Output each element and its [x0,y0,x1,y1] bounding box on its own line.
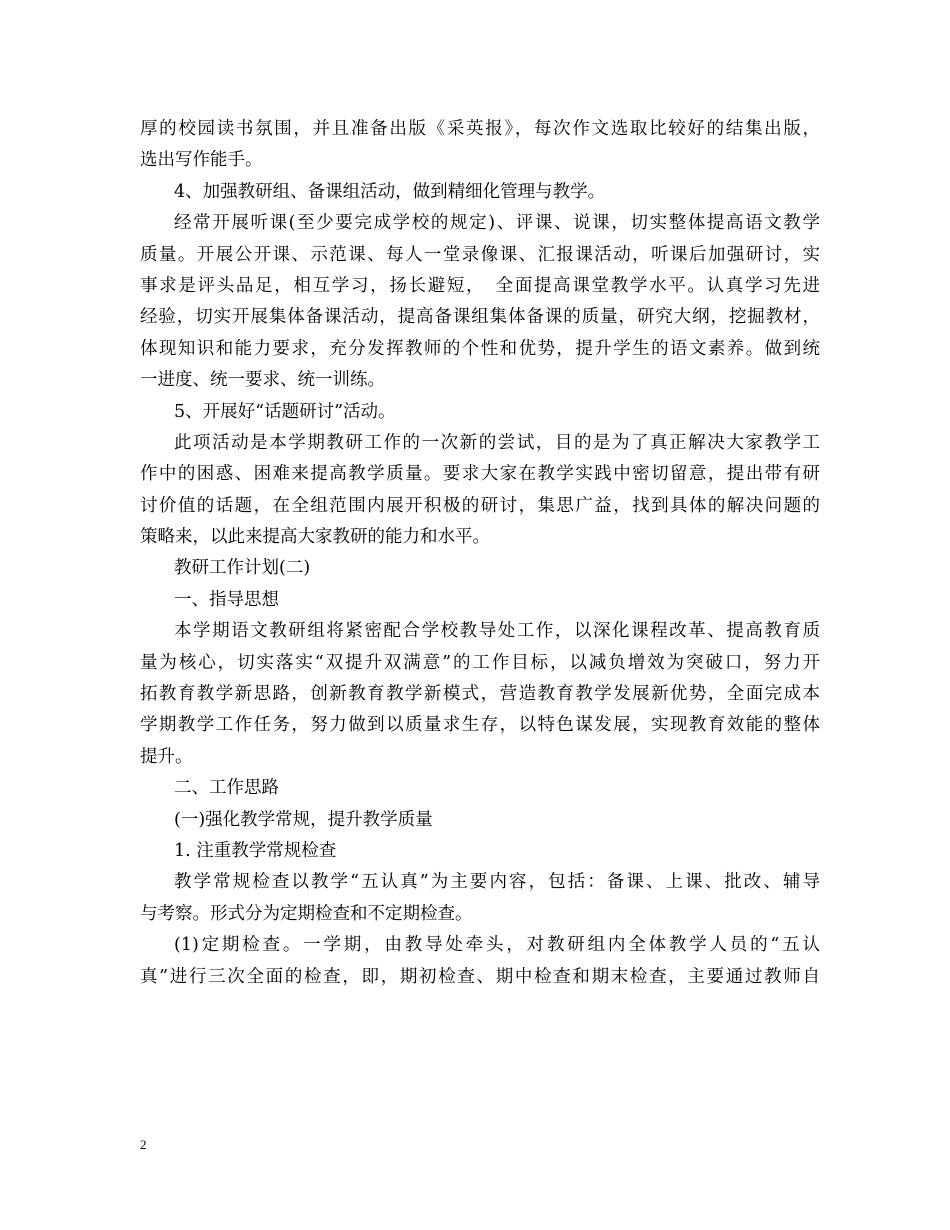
text-line: 5、开展好“话题研讨”活动。 [174,401,396,422]
text-line: 体现知识和能力要求，充分发挥教师的个性和优势，提升学生的语文素养。做到统 [140,338,820,359]
document-body [140,114,820,993]
text-line: (1)定期检查。一学期，由教导处牵头，对教研组内全体教学人员的“五认 [174,935,820,956]
text-line: 二、工作思路 [174,778,279,799]
text-line: 质量。开展公开课、示范课、每人一堂录像课、汇报课活动，听课后加强研讨，实 [140,244,820,265]
text-line: 厚的校园读书氛围，并且准备出版《采英报》，每次作文选取比较好的结集出版， [140,119,820,139]
text-line: 策略来，以此来提高大家教研的能力和水平。 [140,527,490,548]
page-number: 2 [140,1137,147,1152]
text-line: 提升。 [140,746,193,767]
text-line: 一、指导思想 [174,589,279,610]
text-line: 1. 注重教学常规检查 [174,840,337,861]
text-line: 本学期语文教研组将紧密配合学校教导处工作，以深化课程改革、提高教育质 [174,621,820,642]
text-line: 拓教育教学新思路，创新教育教学新模式，营造教育教学发展新优势，全面完成本 [140,684,820,705]
text-line: 学期教学工作任务，努力做到以质量求生存，以特色谋发展，实现教育效能的整体 [140,715,820,736]
text-line: 此项活动是本学期教研工作的一次新的尝试，目的是为了真正解决大家教学工 [174,432,820,453]
text-line: 教学常规检查以教学“五认真”为主要内容，包括：备课、上课、批改、辅导 [174,872,820,893]
text-line: 经常开展听课(至少要完成学校的规定)、评课、说课，切实整体提高语文教学 [174,213,820,234]
text-line: 一进度、统一要求、统一训练。 [140,370,385,391]
text-line: 真”进行三次全面的检查，即，期初检查、期中检查和期末检查，主要通过教师自 [140,966,820,987]
text-line: 量为核心，切实落实“双提升双满意”的工作目标，以减负增效为突破口，努力开 [140,652,820,673]
text-line: 事求是评头品足，相互学习，扬长避短， 全面提高课堂教学水平。认真学习先进 [140,275,820,296]
text-line: 讨价值的话题，在全组范围内展开积极的研讨，集思广益，找到具体的解决问题的 [140,495,820,516]
text-line: 选出写作能手。 [140,150,263,171]
text-line: 经验，切实开展集体备课活动，提高备课组集体备课的质量，研究大纲，挖掘教材， [140,307,820,328]
text-line: (一)强化教学常规，提升教学质量 [174,809,433,830]
text-line: 4、加强教研组、备课组活动，做到精细化管理与教学。 [174,181,606,202]
text-line: 与考察。形式分为定期检查和不定期检查。 [140,903,473,924]
text-line: 教研工作计划(二) [174,558,311,579]
text-line: 作中的困惑、困难来提高教学质量。要求大家在教学实践中密切留意，提出带有研 [140,464,820,485]
